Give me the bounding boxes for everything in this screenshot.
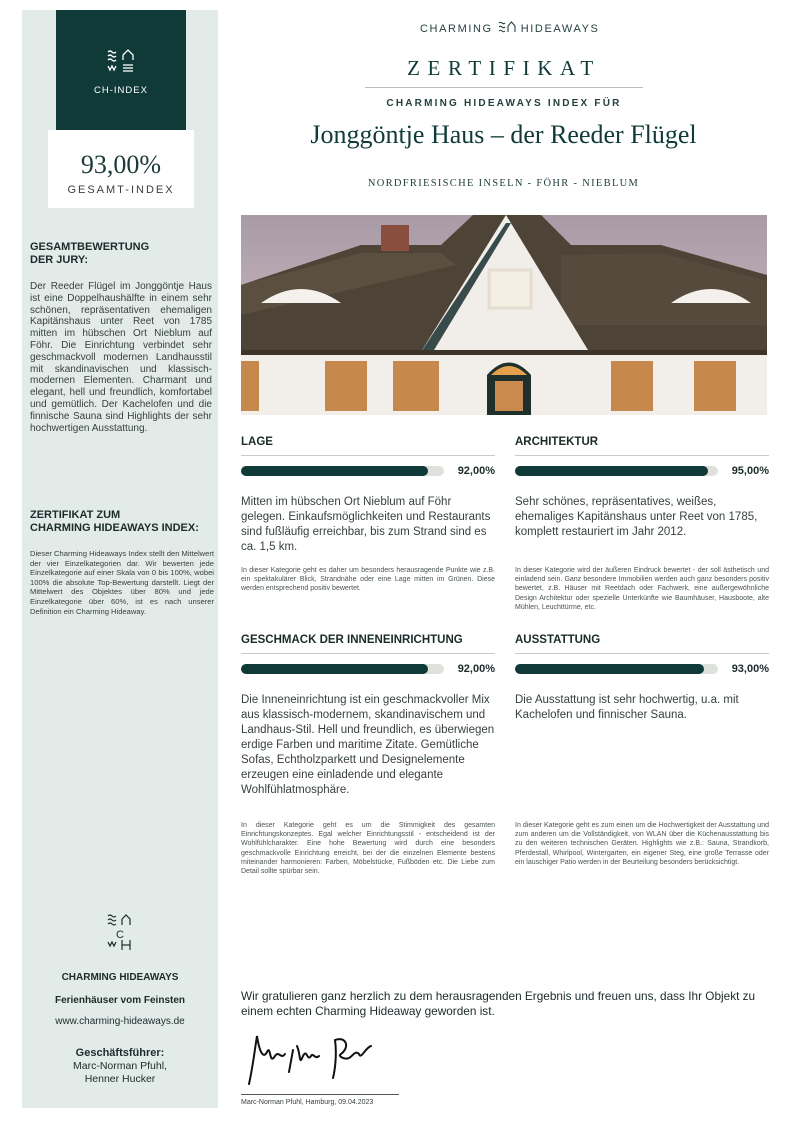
brand-name-left: CHARMING	[420, 22, 493, 35]
brand-logo-icon	[498, 20, 516, 37]
score-bar-track	[515, 664, 718, 674]
category-lage	[241, 436, 495, 555]
score-bar-track	[515, 466, 718, 476]
index-heading: ZERTIFIKAT ZUM CHARMING HIDEAWAYS INDEX:	[30, 509, 199, 534]
category-description: Mitten im hübschen Ort Nieblum auf Föhr gelegen. Einkaufsmöglichkeiten und Restaurants sind fußläufig erreichbar, bis zum Strand sind es ca. 1,5 km.	[241, 496, 491, 553]
total-index-label: GESAMT-INDEX	[67, 184, 175, 196]
score-bar-track	[241, 664, 444, 674]
category-note-ausstattung: In dieser Kategorie geht es zum einen um die Hochwertigkeit der Ausstattung und zum anderen um die Vollständigkeit, von WLAN über die Küchenausstattung bis zu den weiteren technischen Geräten. Highlights wie z.B.: Sauna, Strandkorb, Pferdestall, Whirlpool, Wintergarten, ein eigener Steg, eine große Terrasse oder ein lauschiger Patio werden in der Beurteilung besonders berücksichtigt.	[515, 822, 769, 866]
ch-logo-icon	[22, 912, 218, 954]
wave-house-logo-icon	[106, 45, 136, 75]
jury-heading: GESAMTBEWERTUNG DER JURY:	[30, 241, 150, 266]
score-bar-fill	[515, 466, 708, 476]
category-architektur	[515, 436, 769, 540]
managers-label: Geschäftsführer:	[75, 1047, 165, 1059]
score-bar-track	[241, 466, 444, 476]
sidebar	[22, 10, 218, 1108]
total-index-value: 93,00%	[80, 150, 162, 179]
score-bar	[515, 663, 769, 675]
managers-names: Marc-Norman Pfuhl, Henner Hucker	[73, 1060, 167, 1085]
category-note-inneneinrichtung: In dieser Kategorie geht es um die Stimmigkeit des gesamten Einrichtungskonzeptes. Egal welcher Einrichtungsstil - entscheidend ist der Wohlfühlcharakter. Eine hohe Bewertung wird durch eine besonders geschmackvolle Einrichtung erreicht, bei der die einzelnen Elemente bestens miteinander harmonieren: Farben, Möbelstücke, Fußböden etc. Die Liebe zum Detail sollte spürbar sein.	[241, 822, 495, 876]
category-inneneinrichtung	[241, 634, 495, 798]
title-divider	[365, 87, 643, 88]
score-value: 95,00%	[731, 465, 769, 477]
category-title: GESCHMACK DER INNENEINRICHTUNG	[241, 634, 495, 654]
footer-website[interactable]: www.charming-hideaways.de	[55, 1016, 185, 1027]
category-note-lage: In dieser Kategorie geht es daher um besonders herausragende Punkte wie z.B. ein spektakulärer Blick, Strandnähe oder eine Lage mitten im Grünen. Diese werden entsprechend positiv bewertet.	[241, 567, 495, 593]
certificate-title: ZERTIFIKAT	[407, 56, 601, 80]
brand-name-right: HIDEAWAYS	[520, 22, 600, 35]
signature-image	[241, 1026, 401, 1090]
signature-caption: Marc-Norman Pfuhl, Hamburg, 09.04.2023	[241, 1099, 374, 1106]
category-ausstattung	[515, 634, 769, 723]
sidebar-footer	[22, 912, 218, 1086]
badge-label: CH-INDEX	[94, 84, 148, 96]
category-description: Die Ausstattung ist sehr hochwertig, u.a. mit Kachelofen und finnischer Sauna.	[515, 694, 739, 721]
footer-tagline: Ferienhäuser vom Feinsten	[54, 995, 186, 1006]
signature-line	[241, 1094, 399, 1095]
score-bar	[515, 465, 769, 477]
house-photo	[241, 215, 767, 415]
index-text: Dieser Charming Hideaways Index stellt den Mittelwert der vier Einzelkategorien dar. Wir bewerten jede Einzelkategorie auf einer Skala von 0 bis 100%, wobei 100% die absolute Top-Bewertung darstellt. Liegt der Mittelwert des Objektes über 80% und jede Einzelkategorie über 60%, ist es nach unserer Definition ein Charming Hideaway.	[30, 549, 215, 616]
certificate-subtitle: CHARMING HIDEAWAYS INDEX FÜR	[386, 98, 622, 109]
score-bar-fill	[241, 664, 428, 674]
score-value: 92,00%	[457, 663, 495, 675]
category-description: Die Inneneinrichtung ist ein geschmackvoller Mix aus klassisch-modernem, skandinavischem und Landhaus-Stil. Hell und freundlich, es überwiegen erdige Farben und maritime Zitate. Gemütliche Sofas, Echtholzparkett und Designelemente erzeugen eine einladende und elegante Wohlfühlatmosphäre.	[241, 694, 495, 796]
score-bar-fill	[241, 466, 428, 476]
house-location: NORDFRIESISCHE INSELN - FÖHR - NIEBLUM	[367, 178, 640, 189]
score-value: 92,00%	[457, 465, 495, 477]
category-title: LAGE	[241, 436, 495, 456]
score-value: 93,00%	[731, 663, 769, 675]
jury-text: Der Reeder Flügel im Jonggöntje Haus ist eine Doppelhaushälfte in einem sehr schönen, repräsentativen ehemaligen Kapitänshaus unter Reet von 1785 mitten im hübschen Ort Nieblum auf Föhr. Die Einrichtung verbindet sehr geschmackvoll modernen Landhausstil mit skandinavischen und klassisch-modernen Elementen. Charmant und elegant, hell und freundlich, komfortabel und gemütlich. Der Kachelofen und die finnische Sauna sind Highlights der sehr hochwertigen Ausstattung.	[30, 281, 212, 434]
house-name: Jonggöntje Haus – der Reeder Flügel	[310, 120, 697, 149]
total-index-box	[48, 130, 194, 208]
category-title: ARCHITEKTUR	[515, 436, 769, 456]
category-title: AUSSTATTUNG	[515, 634, 769, 654]
congratulations-text: Wir gratulieren ganz herzlich zu dem herausragenden Ergebnis und freuen uns, dass Ihr Objekt zu einem echten Charming Hideaway geworden ist.	[241, 989, 756, 1018]
score-bar-fill	[515, 664, 704, 674]
score-bar	[241, 465, 495, 477]
category-description: Sehr schönes, repräsentatives, weißes, ehemaliges Kapitänshaus unter Reet von 1785, komplett restauriert im Jahr 2012.	[515, 496, 758, 538]
logo-letter-c: C	[116, 929, 124, 941]
brand-header	[420, 20, 599, 37]
footer-brand: CHARMING HIDEAWAYS	[61, 972, 179, 983]
category-note-architektur: In dieser Kategorie wird der äußeren Eindruck bewertet - der soll ästhetisch und einladend sein. Ganz besondere Immobilien werden auch ganz besonders positiv bewertet, z.B. Häuser mit Reetdach oder Fachwerk, eine außergewöhnliche Design Architektur oder spezielle Unterkünfte wie Baumhäuser, Hausboote, alte Mühlen, Leuchttürme, etc.	[515, 567, 769, 611]
score-bar	[241, 663, 495, 675]
ch-index-badge	[56, 10, 186, 130]
